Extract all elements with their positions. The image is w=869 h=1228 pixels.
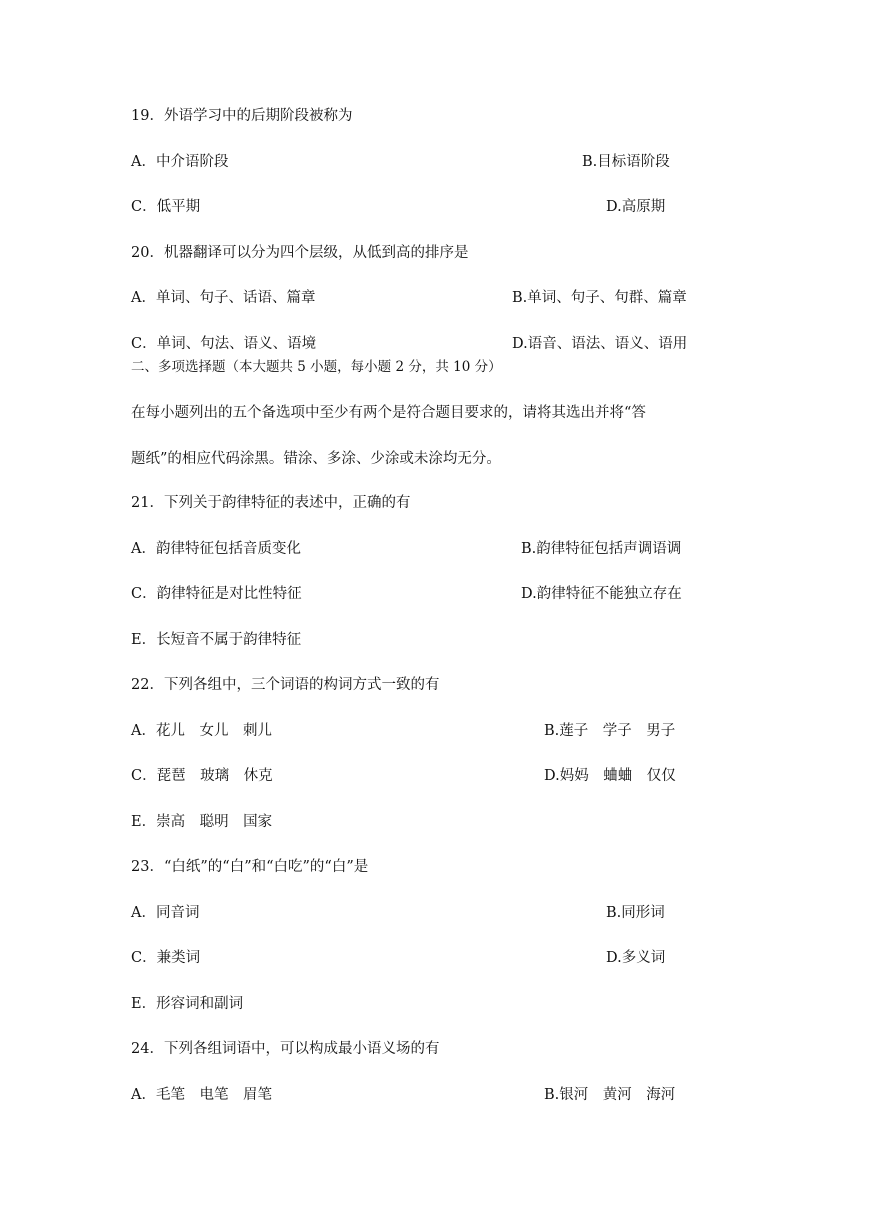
question-20-stem: 20．机器翻译可以分为四个层级，从低到高的排序是 <box>131 245 469 261</box>
question-19-option-b: B.目标语阶段 <box>582 154 670 170</box>
question-23-option-c: C．兼类词 <box>131 950 201 966</box>
question-22-option-e: E．崇高 聪明 国家 <box>131 814 273 830</box>
question-23-option-e: E．形容词和副词 <box>131 996 244 1012</box>
question-22-option-d: D.妈妈 蛐蛐 仅仅 <box>544 768 676 784</box>
question-21-option-a: A．韵律特征包括音质变化 <box>131 541 301 557</box>
question-21-option-d: D.韵律特征不能独立存在 <box>521 586 682 602</box>
section-instruction-line-1: 在每小题列出的五个备选项中至少有两个是符合题目要求的，请将其选出并将“答 <box>131 405 646 421</box>
question-19-stem: 19．外语学习中的后期阶段被称为 <box>131 108 353 124</box>
section-heading: 二、多项选择题（本大题共 5 小题，每小题 2 分，共 10 分） <box>131 359 502 375</box>
question-23-option-b: B.同形词 <box>606 905 665 921</box>
question-22-option-a: A．花儿 女儿 刺儿 <box>131 723 272 739</box>
section-instruction-line-2: 题纸”的相应代码涂黑。错涂、多涂、少涂或未涂均无分。 <box>131 451 501 467</box>
question-22-option-b: B.莲子 学子 男子 <box>544 723 676 739</box>
question-23-option-d: D.多义词 <box>606 950 666 966</box>
question-19-option-a: A．中介语阶段 <box>131 154 229 170</box>
question-20-option-c: C．单词、句法、语义、语境 <box>131 336 317 352</box>
question-23-option-a: A．同音词 <box>131 905 200 921</box>
question-21-option-e: E．长短音不属于韵律特征 <box>131 632 302 648</box>
question-24-stem: 24．下列各组词语中，可以构成最小语义场的有 <box>131 1041 440 1057</box>
question-21-option-b: B.韵律特征包括声调语调 <box>521 541 682 557</box>
question-22-stem: 22．下列各组中，三个词语的构词方式一致的有 <box>131 677 440 693</box>
question-24-option-b: B.银河 黄河 海河 <box>544 1087 676 1103</box>
question-21-stem: 21．下列关于韵律特征的表述中，正确的有 <box>131 495 411 511</box>
question-20-option-d: D.语音、语法、语义、语用 <box>512 336 688 352</box>
question-20-option-b: B.单词、句子、句群、篇章 <box>512 290 687 306</box>
question-19-option-c: C．低平期 <box>131 199 201 215</box>
question-24-option-a: A．毛笔 电笔 眉笔 <box>131 1087 272 1103</box>
question-20-option-a: A．单词、句子、话语、篇章 <box>131 290 316 306</box>
question-22-option-c: C．琵琶 玻璃 休克 <box>131 768 273 784</box>
question-21-option-c: C．韵律特征是对比性特征 <box>131 586 302 602</box>
question-23-stem: 23．“白纸”的“白”和“白吃”的“白”是 <box>131 859 369 875</box>
question-19-option-d: D.高原期 <box>606 199 666 215</box>
